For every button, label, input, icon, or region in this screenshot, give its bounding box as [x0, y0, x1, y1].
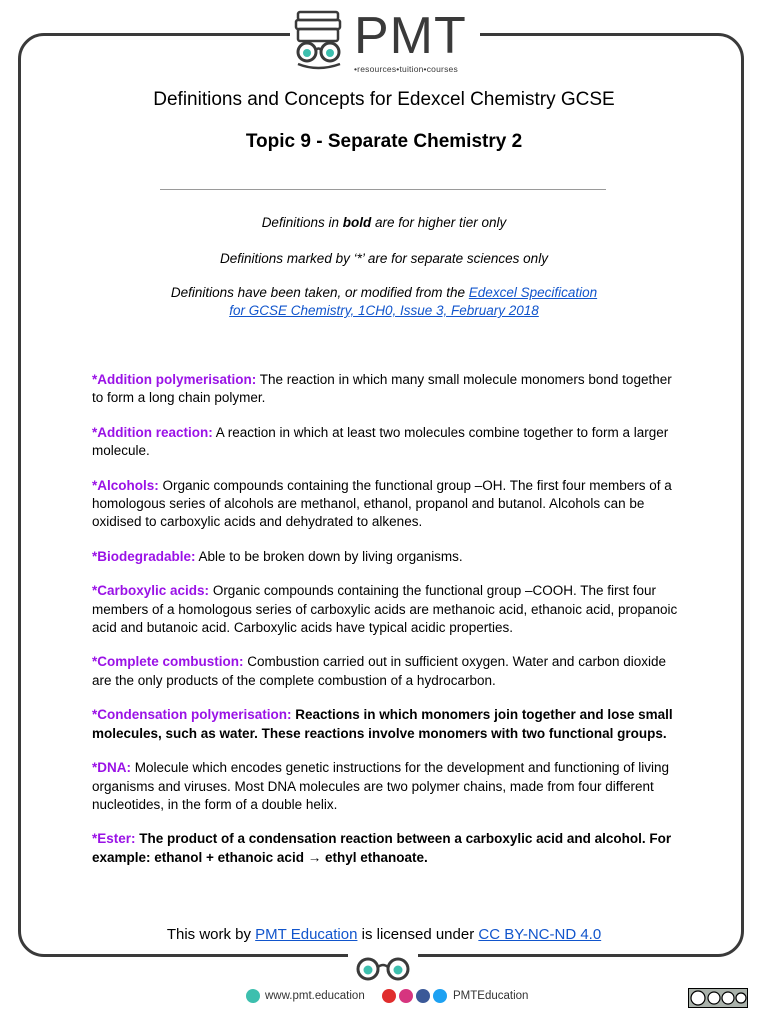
book-glasses-icon	[290, 10, 348, 72]
definition-text: The reaction in which many small molecule monomers bond together to form a long chain polymer.	[92, 372, 672, 406]
definition-text: A reaction in which at least two molecules combine together to form a larger molecule.	[92, 424, 669, 459]
definition-text-higher: The product of a condensation reaction between a carboxylic acid and alcohol. For example: ethanol + ethanoic acid → ethyl ethanoate.	[92, 831, 672, 865]
topic-heading: Topic 9 - Separate Chemistry 2	[245, 131, 523, 152]
note-text: Definitions have been taken, or modified from the	[170, 285, 469, 300]
definition-term: *Ester:	[92, 831, 136, 847]
specification-link-cont[interactable]: for GCSE Chemistry, 1CH0, Issue 3, February 2018	[229, 303, 539, 318]
footer	[0, 989, 768, 1009]
twitter-icon[interactable]	[433, 989, 447, 1003]
definition-text: Combustion carried out in sufficient oxygen. Water and carbon dioxide are the only products of the complete combustion of a hydrocarbon.	[92, 654, 666, 688]
glasses-icon	[348, 953, 418, 983]
definition	[92, 706, 682, 743]
facebook-icon[interactable]	[416, 989, 430, 1003]
definition-term: *DNA:	[92, 760, 131, 776]
cc-license-link[interactable]: CC BY-NC-ND 4.0	[478, 926, 602, 943]
definition	[92, 653, 682, 690]
definition-text: Able to be broken down by living organisms.	[195, 548, 463, 564]
definition-term: *Complete combustion:	[92, 654, 244, 670]
definition-text: Organic compounds containing the functional group –OH. The first four members of a homologous series of alcohols are methanol, ethanol, propanol and butanol. Alcohols can be oxidised to carboxylic acids and dehydrated to alkenes.	[92, 477, 672, 530]
website-text: www.pmt.education	[265, 990, 365, 1002]
divider	[160, 189, 606, 190]
footer-social	[382, 989, 528, 1003]
definition-text: Molecule which encodes genetic instructions for the development and functioning of living organisms and viruses. Most DNA molecules are two polymer chains, made from four different nucleotides, in the form of a double helix.	[92, 760, 670, 812]
definition-text-higher: Reactions in which monomers join together and lose small molecules, such as water. These reactions involve monomers with two functional groups.	[92, 707, 673, 741]
specification-link[interactable]: Edexcel Specification	[468, 285, 598, 300]
social-handle: PMTEducation	[453, 990, 529, 1002]
definition	[92, 759, 682, 814]
definition-term: *Addition reaction:	[92, 424, 213, 440]
logo-wordmark: PMT	[354, 7, 467, 65]
definition	[92, 582, 682, 637]
note-source	[0, 284, 768, 320]
license-line	[0, 926, 768, 943]
definition	[92, 424, 682, 461]
definition-term: *Addition polymerisation:	[92, 372, 257, 387]
definition	[92, 371, 682, 408]
instagram-icon[interactable]	[399, 989, 413, 1003]
definition-term: *Alcohols:	[92, 477, 159, 493]
pmt-logo	[290, 7, 480, 80]
youtube-icon[interactable]	[382, 989, 396, 1003]
definition-term: *Biodegradable:	[92, 548, 196, 564]
note-text: Definitions in	[261, 215, 343, 230]
definition-text: Organic compounds containing the functional group –COOH. The first four members of a homologous series of carboxylic acids are methanoic acid, ethanoic acid, propanoic acid and butanoic acid. Carboxylic acids have typical acidic properties.	[92, 583, 678, 636]
footer-website[interactable]	[246, 989, 365, 1003]
note-bold-tier	[0, 214, 768, 232]
license-text: is licensed under	[357, 926, 479, 943]
definition-term: *Condensation polymerisation:	[92, 707, 292, 723]
definition	[92, 477, 682, 532]
note-bold-word: bold	[342, 215, 372, 230]
cc-license-badge-icon	[688, 988, 748, 1008]
note-separate: Definitions marked by ‘*’ are for separate sciences only	[220, 251, 548, 266]
pmt-education-link[interactable]: PMT Education	[255, 926, 358, 943]
cursor-icon	[246, 989, 260, 1003]
note-text: are for higher tier only	[371, 215, 507, 230]
license-text: This work by	[166, 926, 256, 943]
definition	[92, 830, 682, 867]
definitions-list	[92, 371, 682, 883]
document-title: Definitions and Concepts for Edexcel Chemistry GCSE	[153, 89, 615, 110]
logo-tagline: •resources•tuition•courses	[354, 64, 458, 74]
definition	[92, 548, 682, 566]
definition-term: *Carboxylic acids:	[92, 583, 210, 599]
